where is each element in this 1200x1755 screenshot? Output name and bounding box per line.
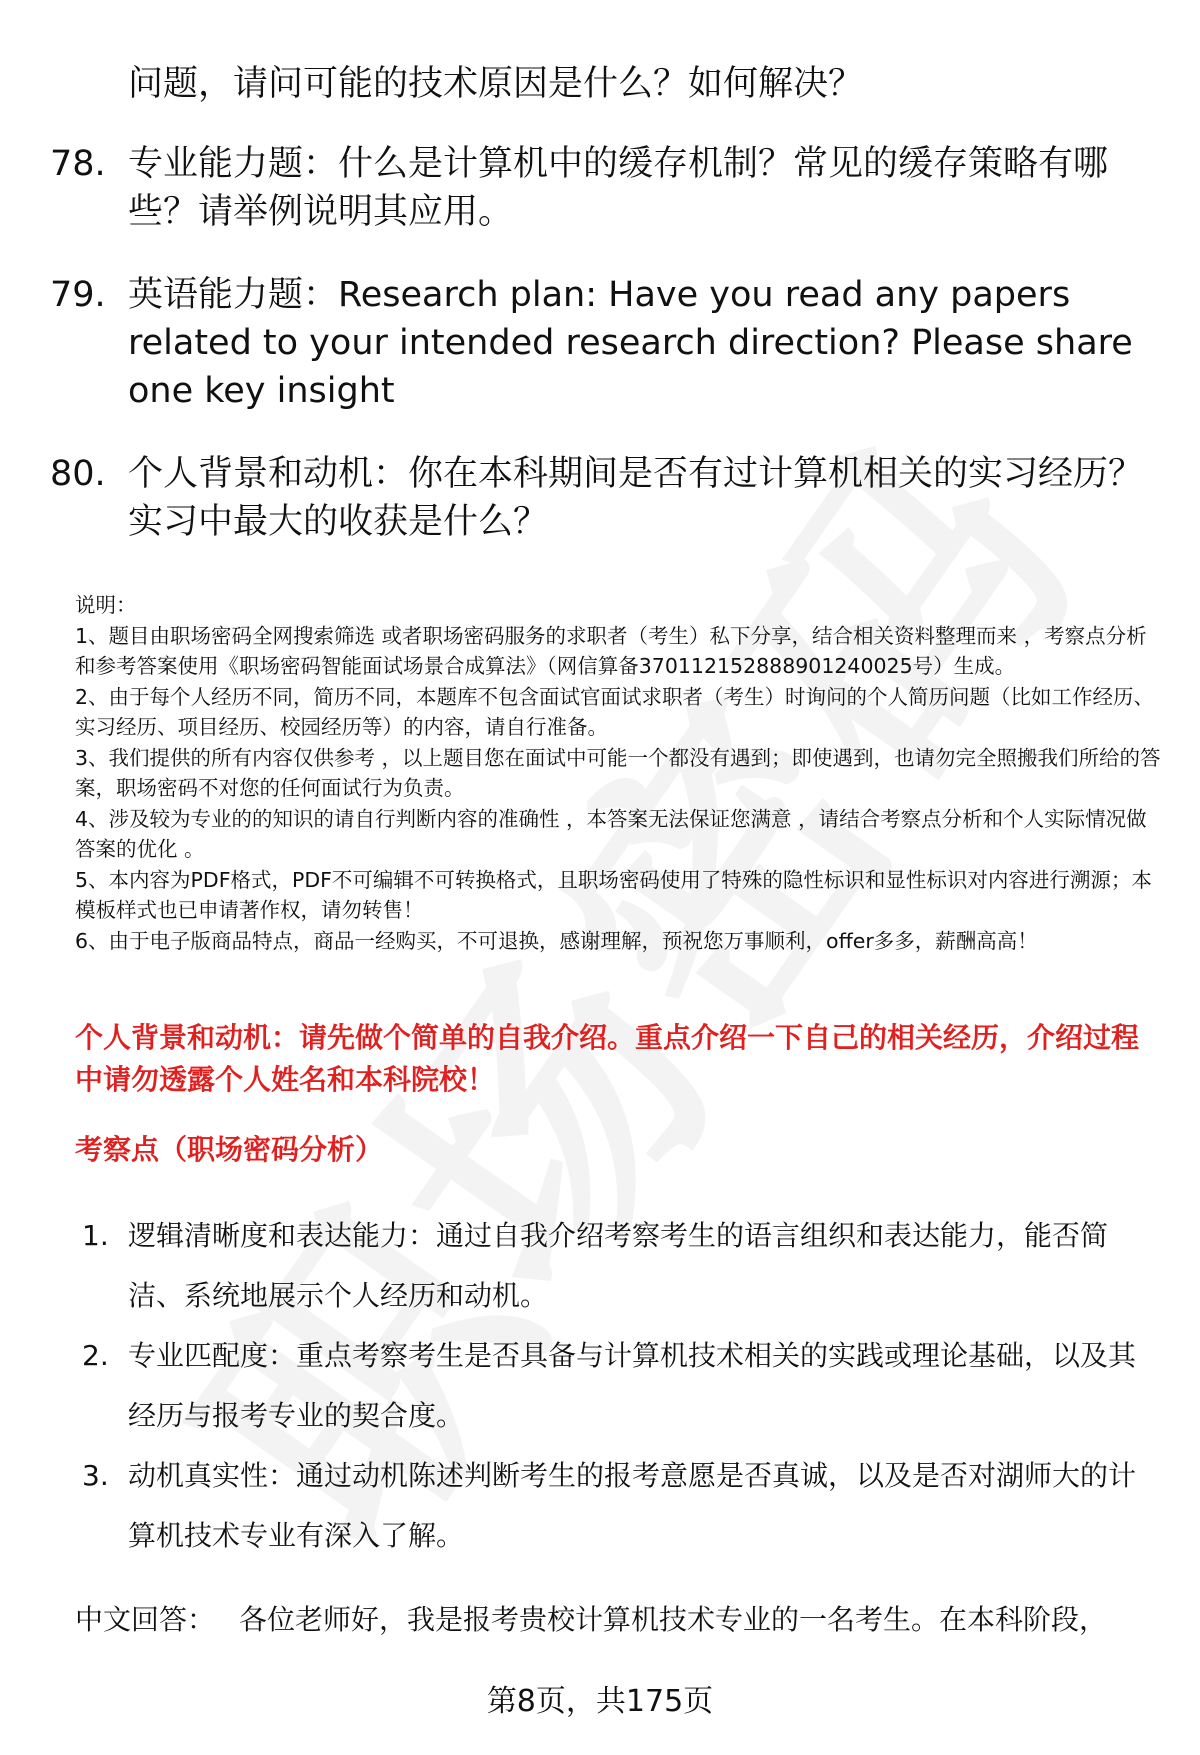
note-item: 2、由于每个人经历不同，简历不同，本题库不包含面试官面试求职者（考生）时询问的个人简历问题（比如工作经历、实习经历、项目经历、校园经历等）的内容，请自行准备。	[75, 684, 1155, 739]
question-item	[50, 140, 1160, 236]
answer-label: 中文回答：	[75, 1603, 216, 1636]
note-item: 4、涉及较为专业的的知识的请自行判断内容的准确性 ，本答案无法保证您满意 ，请结合考察点分析和个人实际情况做答案的优化 。	[75, 806, 1147, 861]
point-number: 2.	[82, 1339, 109, 1372]
answer-section	[75, 1598, 1165, 1642]
point-number: 3.	[82, 1459, 109, 1492]
points-list	[82, 1206, 1162, 1566]
point-text: 动机真实性：通过动机陈述判断考生的报考意愿是否真诚，以及是否对湖师大的计算机技术专业有深入了解。	[128, 1459, 1137, 1552]
question-number: 78.	[50, 144, 106, 184]
point-item	[82, 1326, 1162, 1446]
notes-section	[75, 590, 1165, 956]
question-number: 80.	[50, 454, 106, 494]
question-text: 英语能力题：Research plan: Have you read any papers related to your intended research direction? Please share one key insight	[128, 275, 1133, 411]
notes-title: 说明：	[75, 593, 137, 617]
note-item: 1、题目由职场密码全网搜索筛选 或者职场密码服务的求职者（考生）私下分享，结合相关资料整理而来 ，考察点分析和参考答案使用《职场密码智能面试场景合成算法》（网信算备370112152888901240025号）生成。	[75, 623, 1147, 678]
note-item: 5、本内容为PDF格式，PDF不可编辑不可转换格式，且职场密码使用了特殊的隐性标识和显性标识对内容进行溯源；本模板样式也已申请著作权，请勿转售！	[75, 867, 1152, 922]
question-item	[50, 271, 1160, 415]
page-footer: 第8页，共175页	[486, 1684, 714, 1719]
question-heading: 个人背景和动机：请先做个简单的自我介绍。重点介绍一下自己的相关经历，介绍过程中请勿透露个人姓名和本科院校！	[75, 1021, 1140, 1096]
answer-text: 各位老师好，我是报考贵校计算机技术专业的一名考生。在本科阶段，	[239, 1603, 1108, 1636]
point-number: 1.	[82, 1219, 109, 1252]
question-item	[50, 450, 1160, 546]
question-77-continuation: 问题，请问可能的技术原因是什么？如何解决？	[128, 64, 864, 104]
question-number: 79.	[50, 275, 106, 315]
question-text: 个人背景和动机：你在本科期间是否有过计算机相关的实习经历？实习中最大的收获是什么？	[128, 454, 1144, 542]
point-item	[82, 1446, 1162, 1566]
question-list	[50, 140, 1160, 581]
note-item: 3、我们提供的所有内容仅供参考 ，以上题目您在面试中可能一个都没有遇到；即使遇到，也请勿完全照搬我们所给的答案，职场密码不对您的任何面试行为负责。	[75, 745, 1161, 800]
note-item: 6、由于电子版商品特点，商品一经购买，不可退换，感谢理解，预祝您万事顺利，offer多多，薪酬高高！	[75, 928, 1038, 953]
question-text: 专业能力题：什么是计算机中的缓存机制？常见的缓存策略有哪些？请举例说明其应用。	[128, 144, 1109, 232]
point-text: 专业匹配度：重点考察考生是否具备与计算机技术相关的实践或理论基础，以及其经历与报考专业的契合度。	[128, 1339, 1137, 1432]
point-item	[82, 1206, 1162, 1326]
points-heading: 考察点（职场密码分析）	[75, 1133, 384, 1166]
point-text: 逻辑清晰度和表达能力：通过自我介绍考察考生的语言组织和表达能力，能否简洁、系统地展示个人经历和动机。	[128, 1219, 1109, 1312]
